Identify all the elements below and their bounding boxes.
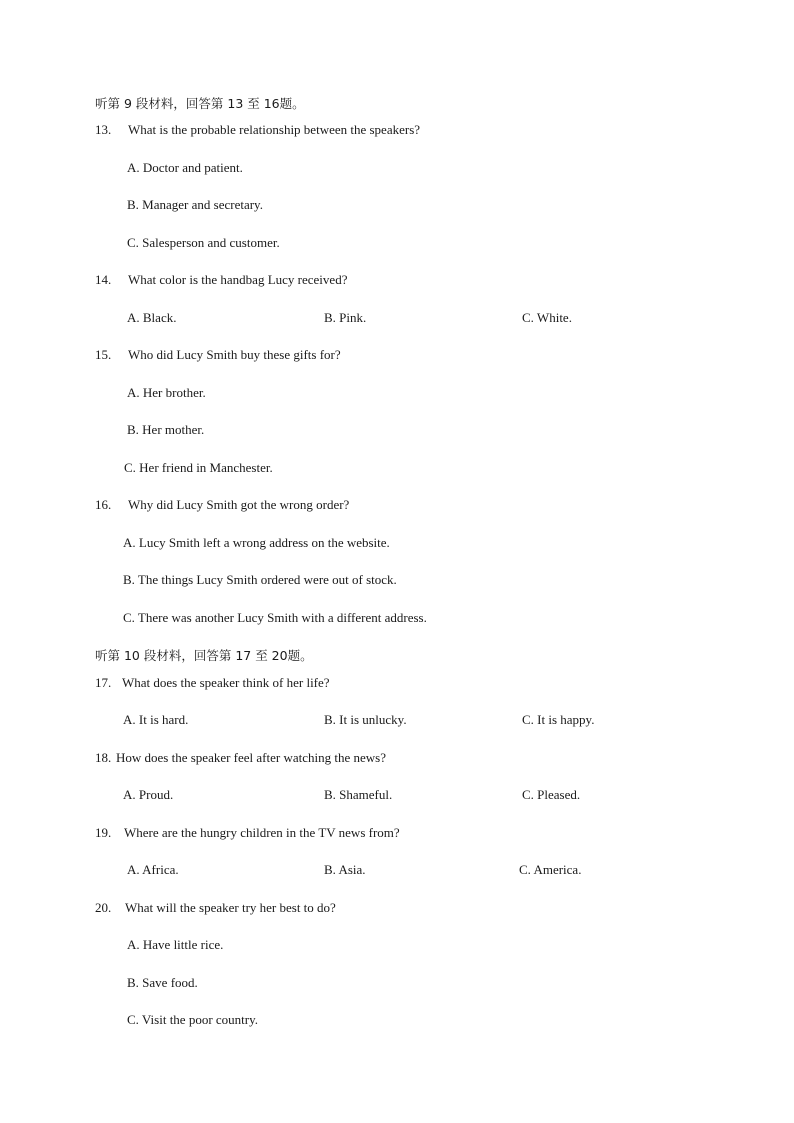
option-17-b: B. It is unlucky. <box>324 712 407 727</box>
option-16-a: A. Lucy Smith left a wrong address on the website. <box>123 535 390 550</box>
option-18-b: B. Shameful. <box>324 787 393 802</box>
question-number: 14. <box>95 272 112 287</box>
question-18 <box>95 750 386 766</box>
question-19 <box>95 825 400 841</box>
option-13-b: B. Manager and secretary. <box>127 197 263 212</box>
question-20 <box>95 900 336 916</box>
option-20-c: C. Visit the poor country. <box>127 1012 259 1027</box>
question-number: 19. <box>95 825 112 840</box>
question-number: 15. <box>95 347 112 362</box>
option-14-c: C. White. <box>522 310 572 325</box>
option-15-c: C. Her friend in Manchester. <box>124 460 273 475</box>
question-text: What does the speaker think of her life? <box>122 675 330 690</box>
option-19-a: A. Africa. <box>127 862 179 877</box>
question-13 <box>95 122 421 138</box>
question-number: 16. <box>95 497 112 512</box>
question-number: 17. <box>95 675 112 690</box>
question-text: How does the speaker feel after watching the news? <box>116 750 386 765</box>
question-text: Where are the hungry children in the TV news from? <box>124 825 400 840</box>
question-text: Who did Lucy Smith buy these gifts for? <box>128 347 341 362</box>
option-15-a: A. Her brother. <box>127 385 206 400</box>
question-number: 18. <box>95 750 112 765</box>
option-16-c: C. There was another Lucy Smith with a different address. <box>123 610 427 625</box>
question-text: What color is the handbag Lucy received? <box>128 272 348 287</box>
option-14-a: A. Black. <box>127 310 177 325</box>
option-13-c: C. Salesperson and customer. <box>127 235 280 250</box>
question-text: What is the probable relationship between the speakers? <box>128 122 421 137</box>
question-15 <box>95 347 341 363</box>
option-18-a: A. Proud. <box>123 787 174 802</box>
option-19-c: C. America. <box>519 862 582 877</box>
option-19-b: B. Asia. <box>324 862 366 877</box>
option-20-a: A. Have little rice. <box>127 937 224 952</box>
question-text: Why did Lucy Smith got the wrong order? <box>128 497 350 512</box>
option-13-a: A. Doctor and patient. <box>127 160 243 175</box>
option-15-b: B. Her mother. <box>127 422 205 437</box>
option-17-c: C. It is happy. <box>522 712 595 727</box>
question-number: 20. <box>95 900 112 915</box>
option-16-b: B. The things Lucy Smith ordered were out of stock. <box>123 572 397 587</box>
option-14-b: B. Pink. <box>324 310 367 325</box>
option-20-b: B. Save food. <box>127 975 198 990</box>
question-14 <box>95 272 348 288</box>
option-17-a: A. It is hard. <box>123 712 189 727</box>
question-text: What will the speaker try her best to do? <box>125 900 336 915</box>
question-17 <box>95 675 330 691</box>
question-number: 13. <box>95 122 112 137</box>
question-16 <box>95 497 350 513</box>
option-18-c: C. Pleased. <box>522 787 581 802</box>
section-header-2: 听第 10 段材料，回答第 17 至 20题。 <box>95 648 313 663</box>
section-header-1: 听第 9 段材料，回答第 13 至 16题。 <box>95 96 305 111</box>
